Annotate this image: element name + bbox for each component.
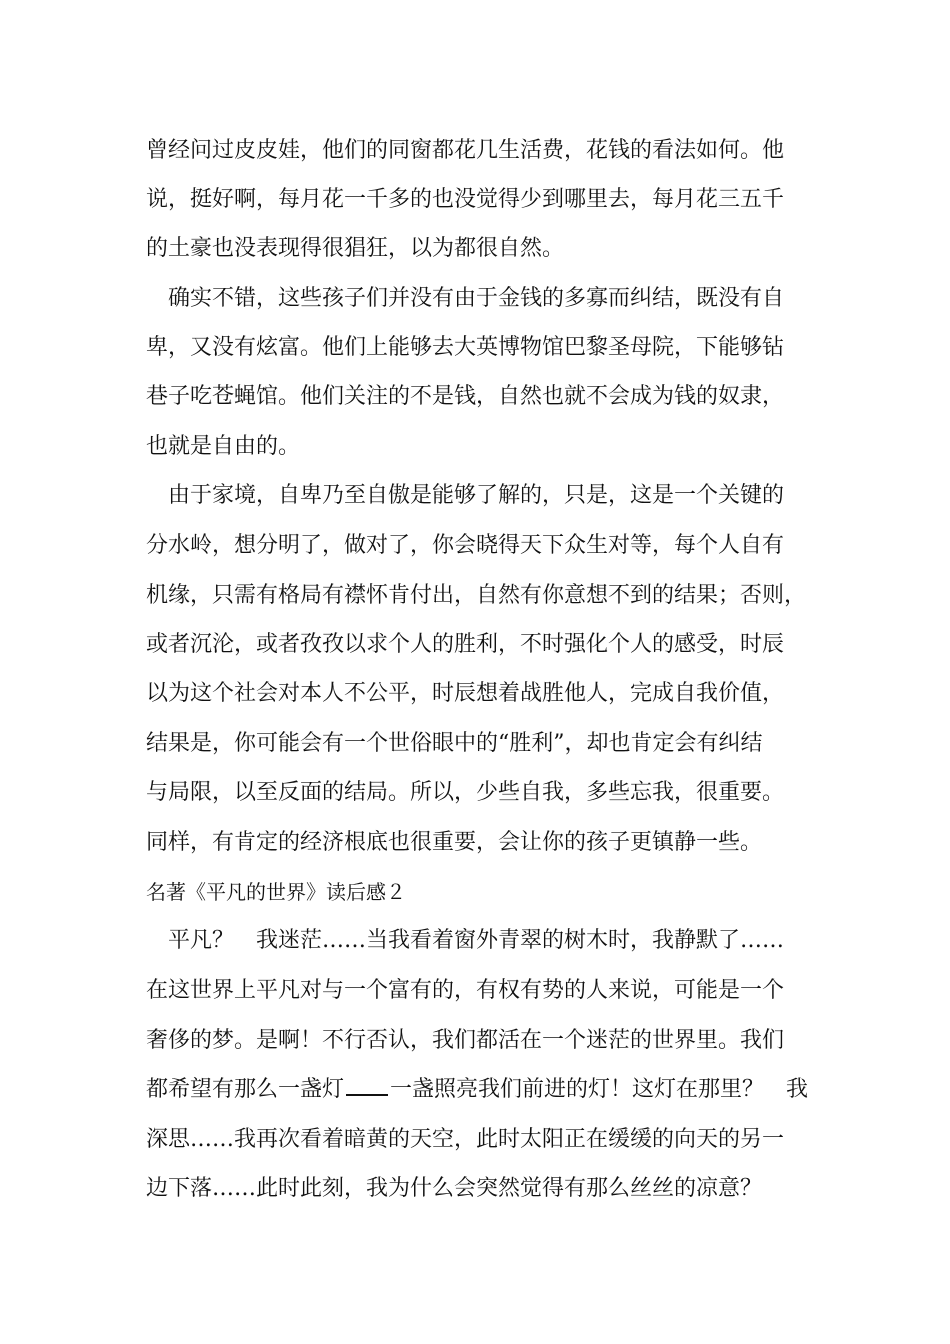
- paragraph-4-line-1: 平凡？ 我迷茫……当我看着窗外青翠的树木时，我静默了……: [168, 928, 785, 953]
- paragraph-1-line-2: 说，挺好啊，每月花一千多的也没觉得少到哪里去，每月花三五千: [146, 187, 785, 212]
- paragraph-4-line-2: 在这世界上平凡对与一个富有的，有权有势的人来说，可能是一个: [146, 978, 785, 1003]
- paragraph-1-line-1: 曾经问过皮皮娃，他们的同窗都花几生活费，花钱的看法如何。他: [146, 138, 785, 163]
- paragraph-3-line-5: 以为这个社会对本人不公平，时辰想着战胜他人，完成自我价值，: [146, 681, 785, 706]
- paragraph-2-line-4: 也就是自由的。: [146, 434, 301, 459]
- paragraph-4-line-4: [146, 1075, 826, 1105]
- paragraph-4-line-3: 奢侈的梦。是啊！不行否认，我们都活在一个迷茫的世界里。我们: [146, 1028, 785, 1053]
- paragraph-2-line-2: 卑，又没有炫富。他们上能够去大英博物馆巴黎圣母院，下能够钻: [146, 335, 785, 360]
- paragraph-3-line-3: 机缘，只需有格局有襟怀肯付出，自然有你意想不到的结果；否则，: [146, 583, 807, 608]
- paragraph-4-line-4-start: 都希望有那么一盏灯: [146, 1077, 345, 1102]
- fill-in-blank: [346, 1076, 388, 1096]
- paragraph-1-line-3: 的土豪也没表现得很猖狂，以为都很自然。: [146, 236, 565, 261]
- paragraph-3-line-6: 结果是，你可能会有一个世俗眼中的“胜利”，却也肯定会有纠结: [146, 731, 763, 756]
- paragraph-3-line-7: 与局限，以至反面的结局。所以，少些自我，多些忘我，很重要。: [146, 780, 785, 805]
- paragraph-4-line-4-end: 一盏照亮我们前进的灯！这灯在那里？ 我: [390, 1077, 809, 1102]
- paragraph-4-line-5: 深思……我再次看着暗黄的天空，此时太阳正在缓缓的向天的另一: [146, 1127, 785, 1152]
- section-title: 名著《平凡的世界》读后感２: [146, 882, 406, 904]
- paragraph-3-line-2: 分水岭，想分明了，做对了，你会晓得天下众生对等，每个人自有: [146, 533, 785, 558]
- paragraph-2-line-3: 巷子吃苍蝇馆。他们关注的不是钱，自然也就不会成为钱的奴隶，: [146, 384, 785, 409]
- paragraph-3-line-8: 同样，有肯定的经济根底也很重要，会让你的孩子更镇静一些。: [146, 830, 763, 855]
- paragraph-3-line-4: 或者沉沦，或者孜孜以求个人的胜利，不时强化个人的感受，时辰: [146, 632, 785, 657]
- paragraph-4-line-6: 边下落……此时此刻，我为什么会突然觉得有那么丝丝的凉意？: [146, 1176, 763, 1201]
- paragraph-3-line-1: 由于家境，自卑乃至自傲是能够了解的，只是，这是一个关键的: [168, 483, 785, 508]
- paragraph-2-line-1: 确实不错，这些孩子们并没有由于金钱的多寡而纠结，既没有自: [168, 286, 785, 311]
